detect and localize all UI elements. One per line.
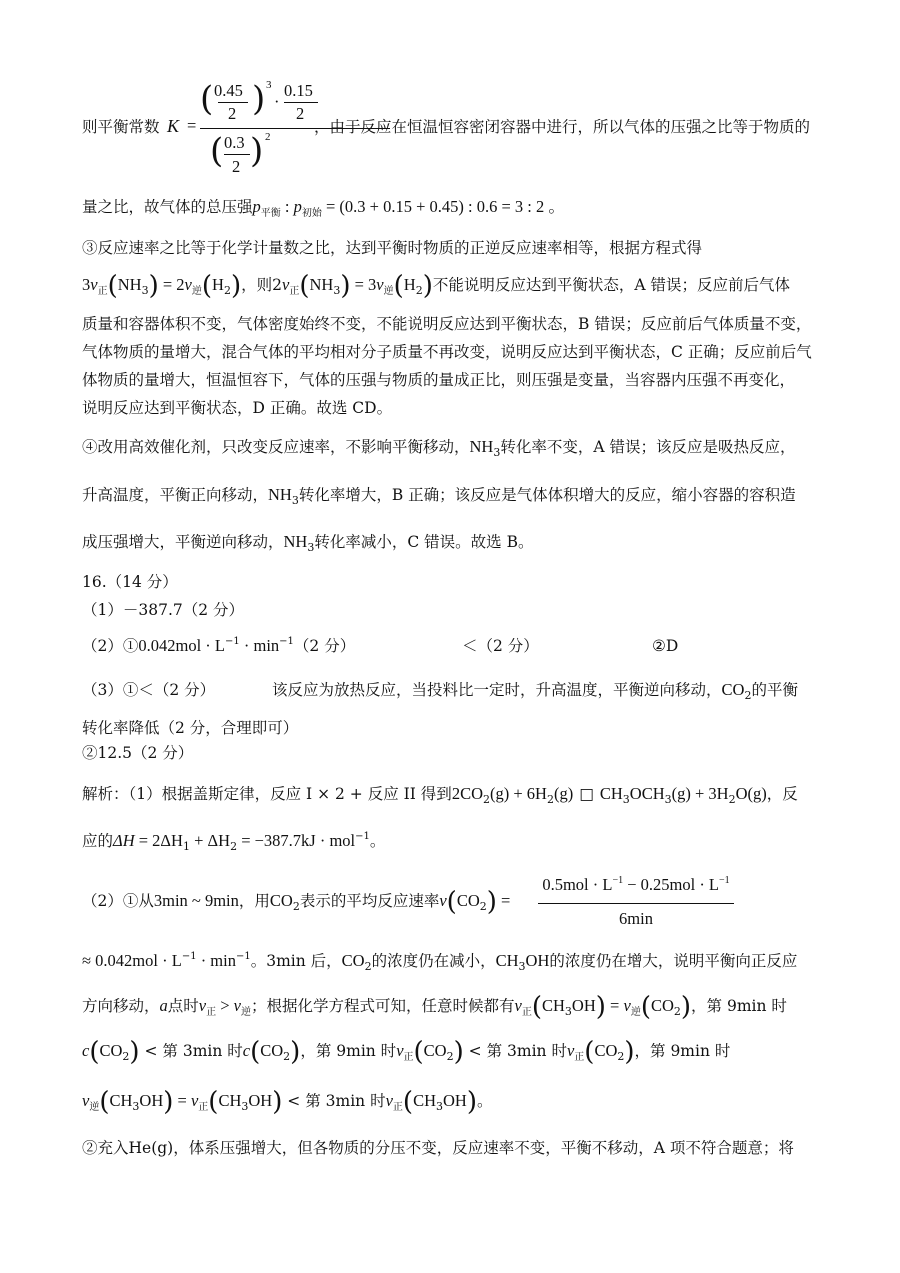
an-s2a: 2 <box>482 793 490 806</box>
nh3-p4c: NH <box>283 532 308 551</box>
an-6h2: (g) + 6H <box>489 784 547 803</box>
num-b: 0.15 <box>284 81 313 100</box>
k-formula-line <box>82 70 818 180</box>
an-och: OCH <box>629 784 665 803</box>
an-l2e: 。 <box>369 832 386 850</box>
an-z7b: 正 <box>198 1102 209 1113</box>
a3-prefix: （3）①＜（2 分） <box>82 681 216 699</box>
an-s25: 2 <box>673 1005 681 1018</box>
v2: v <box>184 275 192 294</box>
pressure-line <box>82 196 818 221</box>
an-v5c: v <box>514 996 522 1015</box>
an-oh7c: OH <box>442 1091 467 1110</box>
s3-2: 3 <box>333 284 341 297</box>
sub-ni-2: 逆 <box>383 286 394 297</box>
an-n7a: 逆 <box>89 1102 100 1113</box>
an-oh7b: OH <box>248 1091 273 1110</box>
an-l6c: < 第 3min 时 <box>463 1042 567 1060</box>
an-2co2: 2CO <box>451 784 483 803</box>
num-c: 0.3 <box>224 133 245 152</box>
an-l6a: < 第 3min 时 <box>139 1042 243 1060</box>
an-l3c: ，用 <box>238 892 270 910</box>
an-neg1: −1 <box>355 831 370 842</box>
an-co25: CO <box>650 996 674 1015</box>
k-numerator: ( 0.45 2 ) 3 · 0.15 2 <box>200 78 390 128</box>
analysis-line8: ②充入He(g)，体系压强增大，但各物质的分压不变，反应速率不变，平衡不移动，A 项不符合题意；将 <box>82 1139 794 1157</box>
an-end7: 。 <box>476 1092 493 1110</box>
an-s2g: 2 <box>364 960 372 973</box>
eq3: = 3 <box>350 275 377 294</box>
analysis-line4 <box>82 950 818 975</box>
an-oh: OH <box>525 951 550 970</box>
an-z7c: 正 <box>392 1102 403 1113</box>
an-l4c: 。3min 后， <box>250 952 342 970</box>
p3-line3: 质量和容器体积不变，气体密度始终不变，不能说明反应达到平衡状态，B 错误；反应前后气体质量不变， <box>82 315 812 333</box>
an-ch3oh: CH <box>495 951 519 970</box>
an-co26b: CO <box>260 1041 284 1060</box>
an-g: (g) <box>553 784 574 803</box>
an-co2b: CO <box>456 891 480 910</box>
sub-zheng-2: 正 <box>289 286 300 297</box>
an-s26c: 2 <box>446 1050 454 1063</box>
v: v <box>90 275 98 294</box>
an-co2c: CO <box>341 951 365 970</box>
then-text: ，则2 <box>241 276 282 294</box>
an-s2d: 2 <box>230 840 238 853</box>
an-v7b: v <box>190 1091 199 1110</box>
p4-line2 <box>82 484 818 508</box>
an-c6a: c <box>82 1041 90 1060</box>
an-v5a: v <box>198 996 207 1015</box>
an-s2e: 2 <box>292 900 300 913</box>
analysis-line7: $v_逆(CH_3OH) = v_正(CH_3OH)$ < 第 3min 时$v_正(CH_3OH)$。 <box>82 1087 493 1117</box>
pressure-ratio: = (0.3 + 0.15 + 0.45) : 0.6 = 3 : 2 。 <box>321 197 565 216</box>
p3-line6: 说明反应达到平衡状态，D 正确。故选 CD。 <box>82 399 393 417</box>
a2-pts: （2 分） <box>293 637 356 655</box>
an-l4e: 的浓度仍在增大，说明平衡向正反应 <box>549 952 798 970</box>
den-c: 2 <box>232 157 241 176</box>
an-v5b: v <box>233 996 241 1015</box>
sub-initial: 初始 <box>301 208 322 219</box>
nh3-p4a: NH <box>469 437 494 456</box>
rate-num-a: 0.5mol · L <box>542 875 613 894</box>
an-s2f: 2 <box>479 900 487 913</box>
exp-c: 2 <box>265 131 271 143</box>
a2-min: · min <box>239 636 280 655</box>
an-l6b: ，第 9min 时 <box>300 1042 397 1060</box>
an-l6d: ，第 9min 时 <box>634 1042 731 1060</box>
h2-2: H <box>403 275 416 294</box>
an-neg1c: −1 <box>235 951 251 962</box>
v4: v <box>376 275 384 294</box>
p4-l1a: ④改用高效催化剂，只改变反应速率，不影响平衡移动， <box>82 438 470 456</box>
an-l2c: + ΔH <box>189 831 231 850</box>
k-prefix: 则平衡常数 <box>82 118 160 136</box>
an-l1a: 解析：（1）根据盖斯定律，反应 I × 2 + 反应 II 得到 <box>82 785 452 803</box>
colon: : <box>280 197 294 216</box>
an-l2d: = −387.7kJ · mol <box>237 831 356 850</box>
analysis-line1 <box>82 783 818 807</box>
rate-neg1a: −1 <box>612 875 624 886</box>
an-s37b: 3 <box>241 1100 249 1113</box>
an-l5a: 方向移动， <box>82 997 160 1015</box>
an-s37c: 3 <box>435 1100 443 1113</box>
an-z5a: 正 <box>206 1007 217 1018</box>
an-oh5: OH <box>571 996 596 1015</box>
rate-fraction <box>538 874 734 930</box>
q16-a2 <box>82 635 818 660</box>
an-lt7: < 第 3min 时 <box>282 1092 386 1110</box>
an-co26d: CO <box>594 1041 618 1060</box>
co2-a3: CO <box>721 680 745 699</box>
rate-neg1b: −1 <box>719 875 730 886</box>
rate-num-b: − 0.25mol · L <box>623 875 720 894</box>
p4-l3b: 转化率减小，C 错误。故选 B。 <box>314 533 534 551</box>
analysis-line3: （2）①从3min ~ 9min，用$CO_2$表示的平均反应速率$v(CO_2)$ = $0.5mol \cdot L^{-1} - 0.25mol \cdot L^{-1}$ 6min <box>82 870 818 930</box>
p-symbol-2: p <box>293 197 302 216</box>
a2-lt: ＜（2 分） <box>462 637 539 655</box>
an-l5b: 点时 <box>167 997 199 1015</box>
a3-end: 的平衡 <box>751 681 798 699</box>
eq2: = 2 <box>158 275 185 294</box>
an-l4b: · min <box>196 951 236 970</box>
den-a: 2 <box>228 104 237 123</box>
an-n5b: 逆 <box>241 1007 251 1018</box>
neg1-b: −1 <box>279 636 294 647</box>
p3-line1: ③反应速率之比等于化学计量数之比，达到平衡时物质的正逆反应速率相等，根据方程式得 <box>82 239 703 257</box>
s2: 2 <box>223 284 231 297</box>
analysis-line2 <box>82 830 818 855</box>
an-ch: CH <box>599 784 623 803</box>
an-ch5: CH <box>542 996 565 1015</box>
pressure-text: 量之比，故气体的总压强 <box>82 198 253 216</box>
an-z5c: 正 <box>521 1007 532 1018</box>
neg1-a: −1 <box>225 636 240 647</box>
an-v5d: v <box>623 996 631 1015</box>
a2-prefix: （2）① <box>82 637 139 655</box>
an-l3b: 3min ~ 9min <box>153 891 239 910</box>
k-after-text: ，由于反应在恒温恒容密闭容器中进行，所以气体的压强之比等于物质的 <box>314 118 811 136</box>
an-v7c: v <box>385 1091 393 1110</box>
q16-a1: （1）－387.7（2 分） <box>82 601 245 619</box>
an-n5d: 逆 <box>630 1007 641 1018</box>
k-denominator: ( 0.3 2 ) 2 <box>210 132 310 180</box>
p3-line4: 气体物质的量增大，混合气体的平均相对分子质量不再改变，说明反应达到平衡状态，C 正确；反应前后气 <box>82 343 812 361</box>
an-s26d: 2 <box>617 1050 625 1063</box>
a2-value: 0.042mol · L <box>138 636 225 655</box>
an-3h: (g) + 3H <box>671 784 729 803</box>
an-l4d: 的浓度仍在减小， <box>371 952 496 970</box>
s2-2: 2 <box>415 284 423 297</box>
q16-a3-l2: 转化率降低（2 分，合理即可） <box>82 719 299 737</box>
p3-line2: $3v_正(NH_3) = 2v_逆(H_2)$，则$2v_正(NH_3) = 3v_逆(H_2)$不能说明反应达到平衡状态，A 错误；反应前后气体 <box>82 271 790 301</box>
nh3: NH <box>117 275 142 294</box>
an-oh7a: OH <box>139 1091 164 1110</box>
an-s26b: 2 <box>283 1050 291 1063</box>
an-a: a <box>159 996 168 1015</box>
a2-d: ②D <box>652 637 679 655</box>
an-l5c: ；根据化学方程式可知，任意时候都有 <box>251 997 515 1015</box>
k-equals: = <box>187 116 197 135</box>
s3-p4b: 3 <box>291 494 299 507</box>
q16-a3 <box>82 679 818 701</box>
p4-l3a: 成压强增大，平衡逆向移动， <box>82 533 284 551</box>
nh3-p4b: NH <box>268 485 292 504</box>
sub-ni: 逆 <box>191 286 202 297</box>
an-ch7b: CH <box>218 1091 242 1110</box>
an-neg1b: −1 <box>181 951 197 962</box>
p-symbol: p <box>252 197 261 216</box>
p4-l1b: 转化率不变，A 错误；该反应是吸热反应， <box>500 438 796 456</box>
p3-line5: 体物质的量增大，恒温恒容下，气体的压强与物质的量成正比，则压强是变量，当容器内压强不再变化， <box>82 371 796 389</box>
an-l4a: ≈ 0.042mol · L <box>82 951 182 970</box>
an-s35: 3 <box>564 1005 572 1018</box>
s3-p4a: 3 <box>493 446 501 459</box>
an-ch7c: CH <box>413 1091 436 1110</box>
coef-3: 3 <box>82 275 91 294</box>
an-box: □ <box>579 785 594 803</box>
exp-a: 3 <box>266 79 272 91</box>
an-l3a: （2）①从 <box>82 892 154 910</box>
nh3-2: NH <box>309 275 334 294</box>
an-s2c: 2 <box>728 793 736 806</box>
an-eq7: = <box>173 1091 191 1110</box>
p3-l2-end: 不能说明反应达到平衡状态，A 错误；反应前后气体 <box>432 276 790 294</box>
rate-den: 6min <box>619 909 653 928</box>
s3-p4c: 3 <box>307 541 315 554</box>
p4-line3 <box>82 531 818 555</box>
an-v7a: v <box>82 1091 90 1110</box>
h2: H <box>212 275 224 294</box>
an-s2b: 2 <box>546 793 554 806</box>
an-l3d: 表示的平均反应速率 <box>299 892 440 910</box>
an-ch7a: CH <box>109 1091 133 1110</box>
an-z6b: 正 <box>574 1052 585 1063</box>
k-symbol: K <box>167 116 180 136</box>
an-v6a: v <box>396 1041 404 1060</box>
an-l2a: 应的 <box>82 832 114 850</box>
an-z6a: 正 <box>403 1052 414 1063</box>
p4-l2b: 转化率增大，B 正确；该反应是气体体积增大的反应，缩小容器的容积造 <box>298 486 796 504</box>
an-l1end: ，反 <box>766 785 798 803</box>
p4-l2a: 升高温度，平衡正向移动， <box>82 486 269 504</box>
a3-text: 该反应为放热反应，当投料比一定时，升高温度，平衡逆向移动， <box>272 681 722 699</box>
p4-line1 <box>82 436 818 460</box>
an-s3a: 3 <box>622 793 630 806</box>
q16-title: 16.（14 分） <box>82 573 178 591</box>
an-s3b: 3 <box>664 793 672 806</box>
q16-a3-l3: ②12.5（2 分） <box>82 744 194 762</box>
an-s26a: 2 <box>122 1050 130 1063</box>
an-co2a: CO <box>269 891 293 910</box>
an-v6b: v <box>566 1041 575 1060</box>
analysis-line6: $c(CO_2)$ < 第 3min 时$c(CO_2)$，第 9min 时$v_正(CO_2)$ < 第 3min 时$v_正(CO_2)$，第 9min 时 <box>82 1037 731 1067</box>
analysis-line5: 方向移动，a点时$v_正 > v_逆$；根据化学方程式可知，任意时候都有$v_正(CH_3OH) = v_逆(CO_2)$，第 9min 时 <box>82 992 787 1022</box>
num-a: 0.45 <box>214 81 243 100</box>
dot: · <box>274 92 280 111</box>
sub-zheng: 正 <box>97 286 108 297</box>
an-c6b: c <box>242 1041 251 1060</box>
an-co26a: CO <box>99 1041 123 1060</box>
an-dh: ΔH <box>113 831 135 850</box>
den-b: 2 <box>296 104 305 123</box>
an-s3c: 3 <box>518 960 526 973</box>
an-s37a: 3 <box>132 1100 140 1113</box>
s3: 3 <box>141 284 149 297</box>
an-l2b: = 2ΔH <box>134 831 183 850</box>
an-s1: 1 <box>182 840 190 853</box>
s2-a3: 2 <box>744 689 752 702</box>
v3: v <box>281 275 290 294</box>
an-og: O(g) <box>735 784 767 803</box>
an-co26c: CO <box>423 1041 447 1060</box>
sub-equilibrium: 平衡 <box>260 208 281 219</box>
an-l5d: ，第 9min 时 <box>691 997 787 1015</box>
an-v: v <box>439 891 447 910</box>
